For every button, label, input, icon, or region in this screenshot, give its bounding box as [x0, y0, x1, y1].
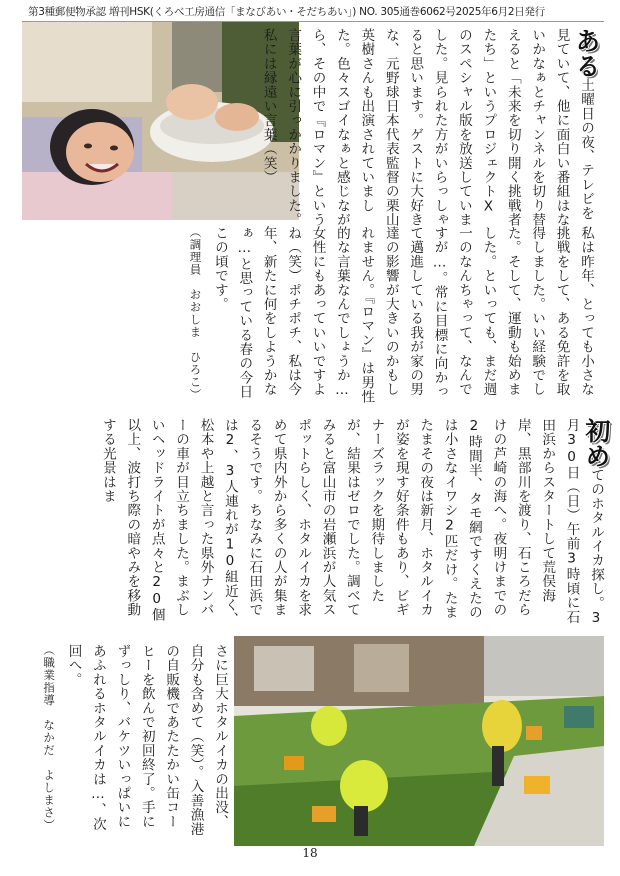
article-1-body [22, 226, 598, 404]
article-1-drop-cap: ある [572, 28, 601, 78]
article-2-intro [22, 418, 611, 628]
publication-header: 第3種郵便物承認 増刊HSK(くろべ工房通信「まなびあい・そだちあい」) NO. 305通巻6062号2025年6月2日発行 [28, 6, 545, 18]
article-1-text-part2: 私は昨年、とっても小さな挑戦をして、ある免許を取得しました。いい経験でした。そして、運動も始めました。といっても、まだ週一のなんちゃって、なんですが…。常に目標に向かって邁進している我が家の男達の影響が大きいのかもしれません。『ロマン』は男性的な言葉なんでしょうか…女性にもあっていいですよね（笑）ポチポチ、私は今年、新たに何をしようかなぁ…と思っている春の今日この頃です。 [211, 226, 594, 404]
article-2-ending [42, 644, 232, 840]
article-1-signature: （調理員 おおしま ひろこ） [188, 226, 203, 401]
article-2-text-part1: てのホタルイカ探し。3月30日（日）午前3時頃に石田浜からスタートして荒俣海岸、黒部川を渡り、石ころだらけの芦崎の海へ。夜明けまでの2時間半、タモ網ですくえたのは小さなイワシ2匹だけ。たまたまその夜は新月、ホタルイカが姿を現す好条件もあり、ビギナーズラックを期待しましたが、結果はゼロでした。調べてみると富山市の岩瀬浜が人気スポットらしく、ホタルイカを求めて県内外から多くの人が集まるそうです。ちなみに石田浜では2、3人連れが10組近く、松本や上越と言った県外ナンバーの車が目立ちました。まぶしいヘッドライトが点々と20個以上、波打ち際の暗やみを移動する光景はま [99, 418, 604, 627]
lawn-work-photo [234, 636, 604, 846]
page-number: 18 [302, 846, 318, 860]
article-2-signature: （職業指導 なかだ よしまさ） [42, 644, 57, 832]
article-2-text-part2: さに巨大ホタルイカの出没、自分も含めて（笑）。入善漁港の自販機であたたかい缶コーヒーを飲んで初回終了。手にずっしり、バケツいっぱいにあふれるホタルイカは…、次回へ。 [65, 644, 228, 836]
article-1-intro [260, 28, 601, 228]
article-1-text-part1: 土曜日の夜、テレビを見ていて、他に面白い番組はないかなぁとチャンネルを切り替えると「未来を切り開く挑戦者たち」というプロジェクトXのスペシャル版を放送していました。見られた方がいらっしゃると思います。ゲストに大好きな、元野球日本代表監督の栗山英樹さんも出演されていました。色々スゴイなぁと感じながら、その中で『ロマン』という言葉が心に引っかかりました。私には縁遠い言葉（笑） [260, 28, 594, 227]
article-2-drop-cap: 初め [582, 418, 611, 468]
